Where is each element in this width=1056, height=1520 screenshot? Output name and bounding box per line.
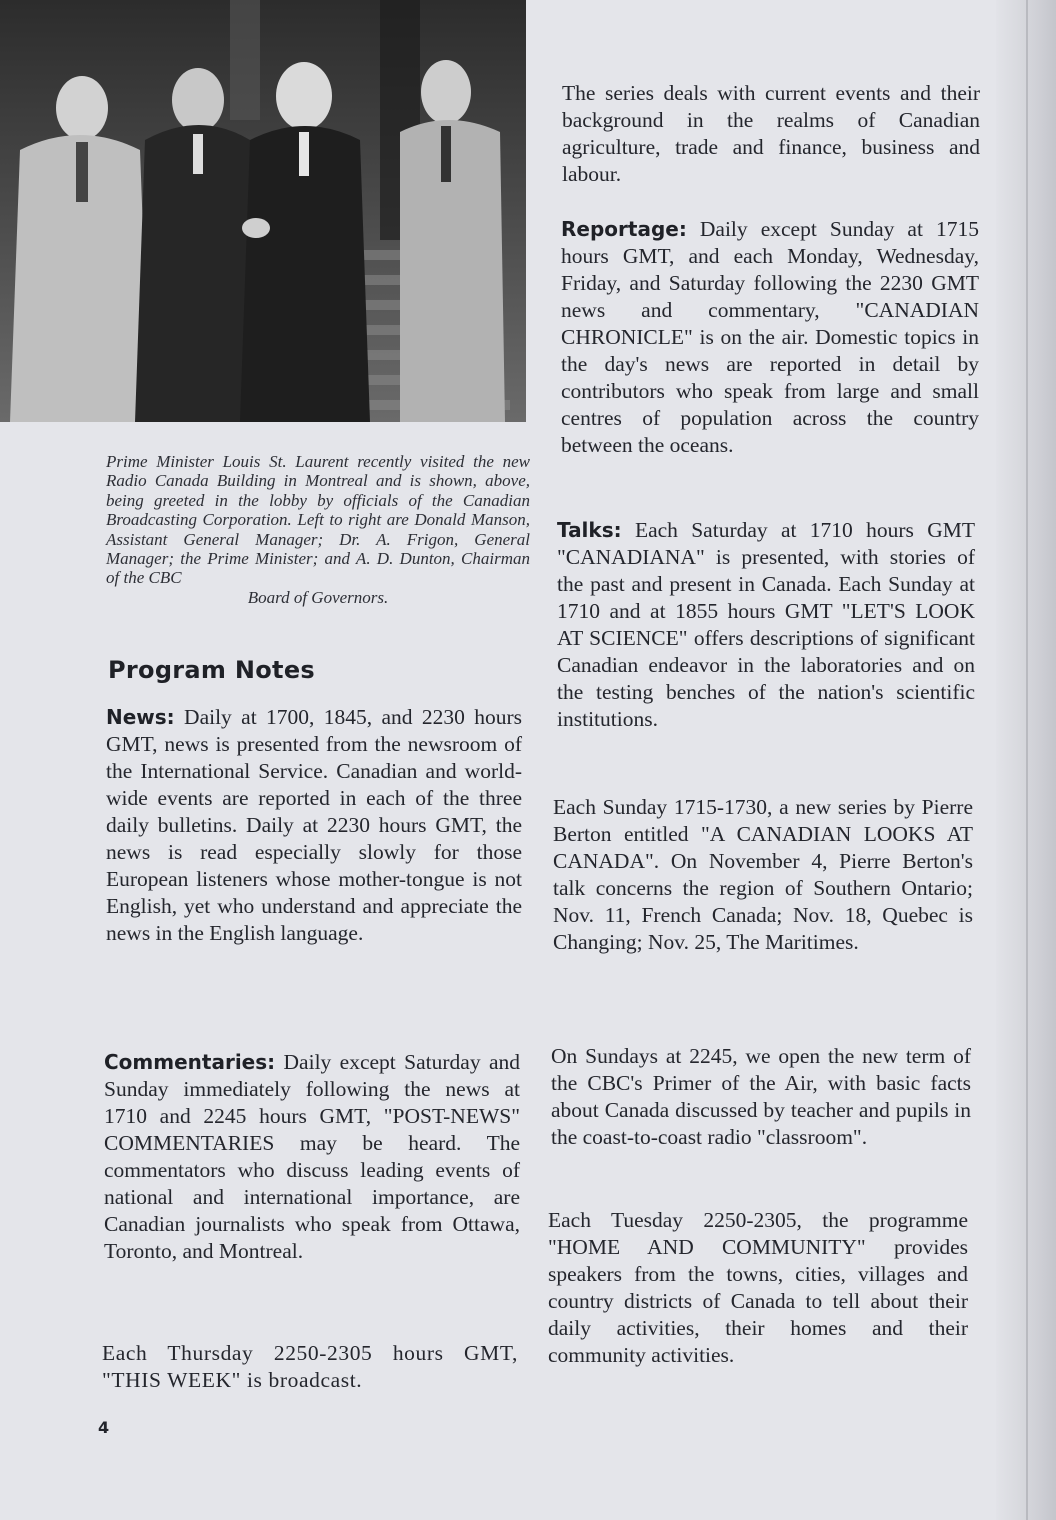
- talks-paragraph: [557, 517, 975, 733]
- talks-lead: Talks:: [557, 518, 622, 542]
- commentaries-paragraph: [104, 1049, 520, 1265]
- talks-text: Each Saturday at 1710 hours GMT "CANADIANA" is presented, with stories of the past and present in Canada. Each Sunday at 1710 and at 1855 hours GMT "LET'S LOOK AT SCIENCE" offers descriptions of significant Canadian endeavor in the laboratories and on the testing benches of the nation's scientific institutions.: [557, 518, 975, 731]
- section-heading: Program Notes: [108, 656, 315, 684]
- news-paragraph: [106, 704, 522, 947]
- primer-text: On Sundays at 2245, we open the new term of the CBC's Primer of the Air, with basic facts about Canada discussed by teacher and pupils in the coast-to-coast radio "classroom".: [551, 1044, 971, 1149]
- photo-caption: [106, 452, 530, 607]
- reportage-lead: Reportage:: [561, 217, 687, 241]
- berton-paragraph: [553, 794, 973, 956]
- reportage-text: Daily except Sunday at 1715 hours GMT, and each Monday, Wednesday, Friday, and Saturday following the 2230 GMT news and commentary, "CANADIAN CHRONICLE" is on the air. Domestic topics in the day's news are reported in detail by contributors who speak from large and small centres of population across the country between the oceans.: [561, 217, 979, 457]
- series-text: The series deals with current events and their background in the realms of Canadian agriculture, trade and finance, business and labour.: [562, 81, 980, 186]
- news-text: Daily at 1700, 1845, and 2230 hours GMT, news is presented from the newsroom of the International Service. Canadian and world-wide events are reported in each of the three daily bulletins. Daily at 2230 hours GMT, the news is read especially slowly for those European listeners whose mother-tongue is not English, yet who understand and appreciate the news in the English language.: [106, 705, 522, 945]
- commentaries-text: Daily except Saturday and Sunday immediately following the news at 1710 and 2245 hours GMT, "POST-NEWS" COMMENTARIES may be heard. The commentators who discuss leading events of national and international importance, are Canadian journalists who speak from Ottawa, Toronto, and Montreal.: [104, 1050, 520, 1263]
- commentaries-lead: Commentaries:: [104, 1050, 276, 1074]
- series-paragraph: [562, 80, 980, 188]
- primer-paragraph: [551, 1043, 971, 1151]
- news-lead: News:: [106, 705, 175, 729]
- caption-last-line: Board of Governors.: [247, 587, 389, 607]
- page-edge: [996, 0, 1056, 1520]
- this-week-text: Each Thursday 2250-2305 hours GMT, "THIS WEEK" is broadcast.: [102, 1341, 518, 1392]
- caption-text: Prime Minister Louis St. Laurent recently visited the new Radio Canada Building in Montreal and is shown, above, being greeted in the lobby by officials of the Canadian Broadcasting Corporation. Left to right are Donald Manson, Assistant General Manager; Dr. A. Frigon, General Manager; the Prime Minister; and A. D. Dunton, Chairman of the CBC: [106, 452, 530, 588]
- this-week-paragraph: [102, 1340, 518, 1394]
- home-community-text: Each Tuesday 2250-2305, the programme "HOME AND COMMUNITY" provides speakers from the towns, cities, villages and country districts of Canada to tell about their daily activities, their homes and their community activities.: [548, 1208, 968, 1367]
- home-community-paragraph: [548, 1207, 968, 1369]
- berton-text: Each Sunday 1715-1730, a new series by Pierre Berton entitled "A CANADIAN LOOKS AT CANADA". On November 4, Pierre Berton's talk concerns the region of Southern Ontario; Nov. 11, French Canada; Nov. 18, Quebec is Changing; Nov. 25, The Maritimes.: [553, 795, 973, 954]
- reportage-paragraph: [561, 216, 979, 459]
- lobby-photograph: [0, 0, 526, 422]
- page-number: 4: [98, 1418, 110, 1437]
